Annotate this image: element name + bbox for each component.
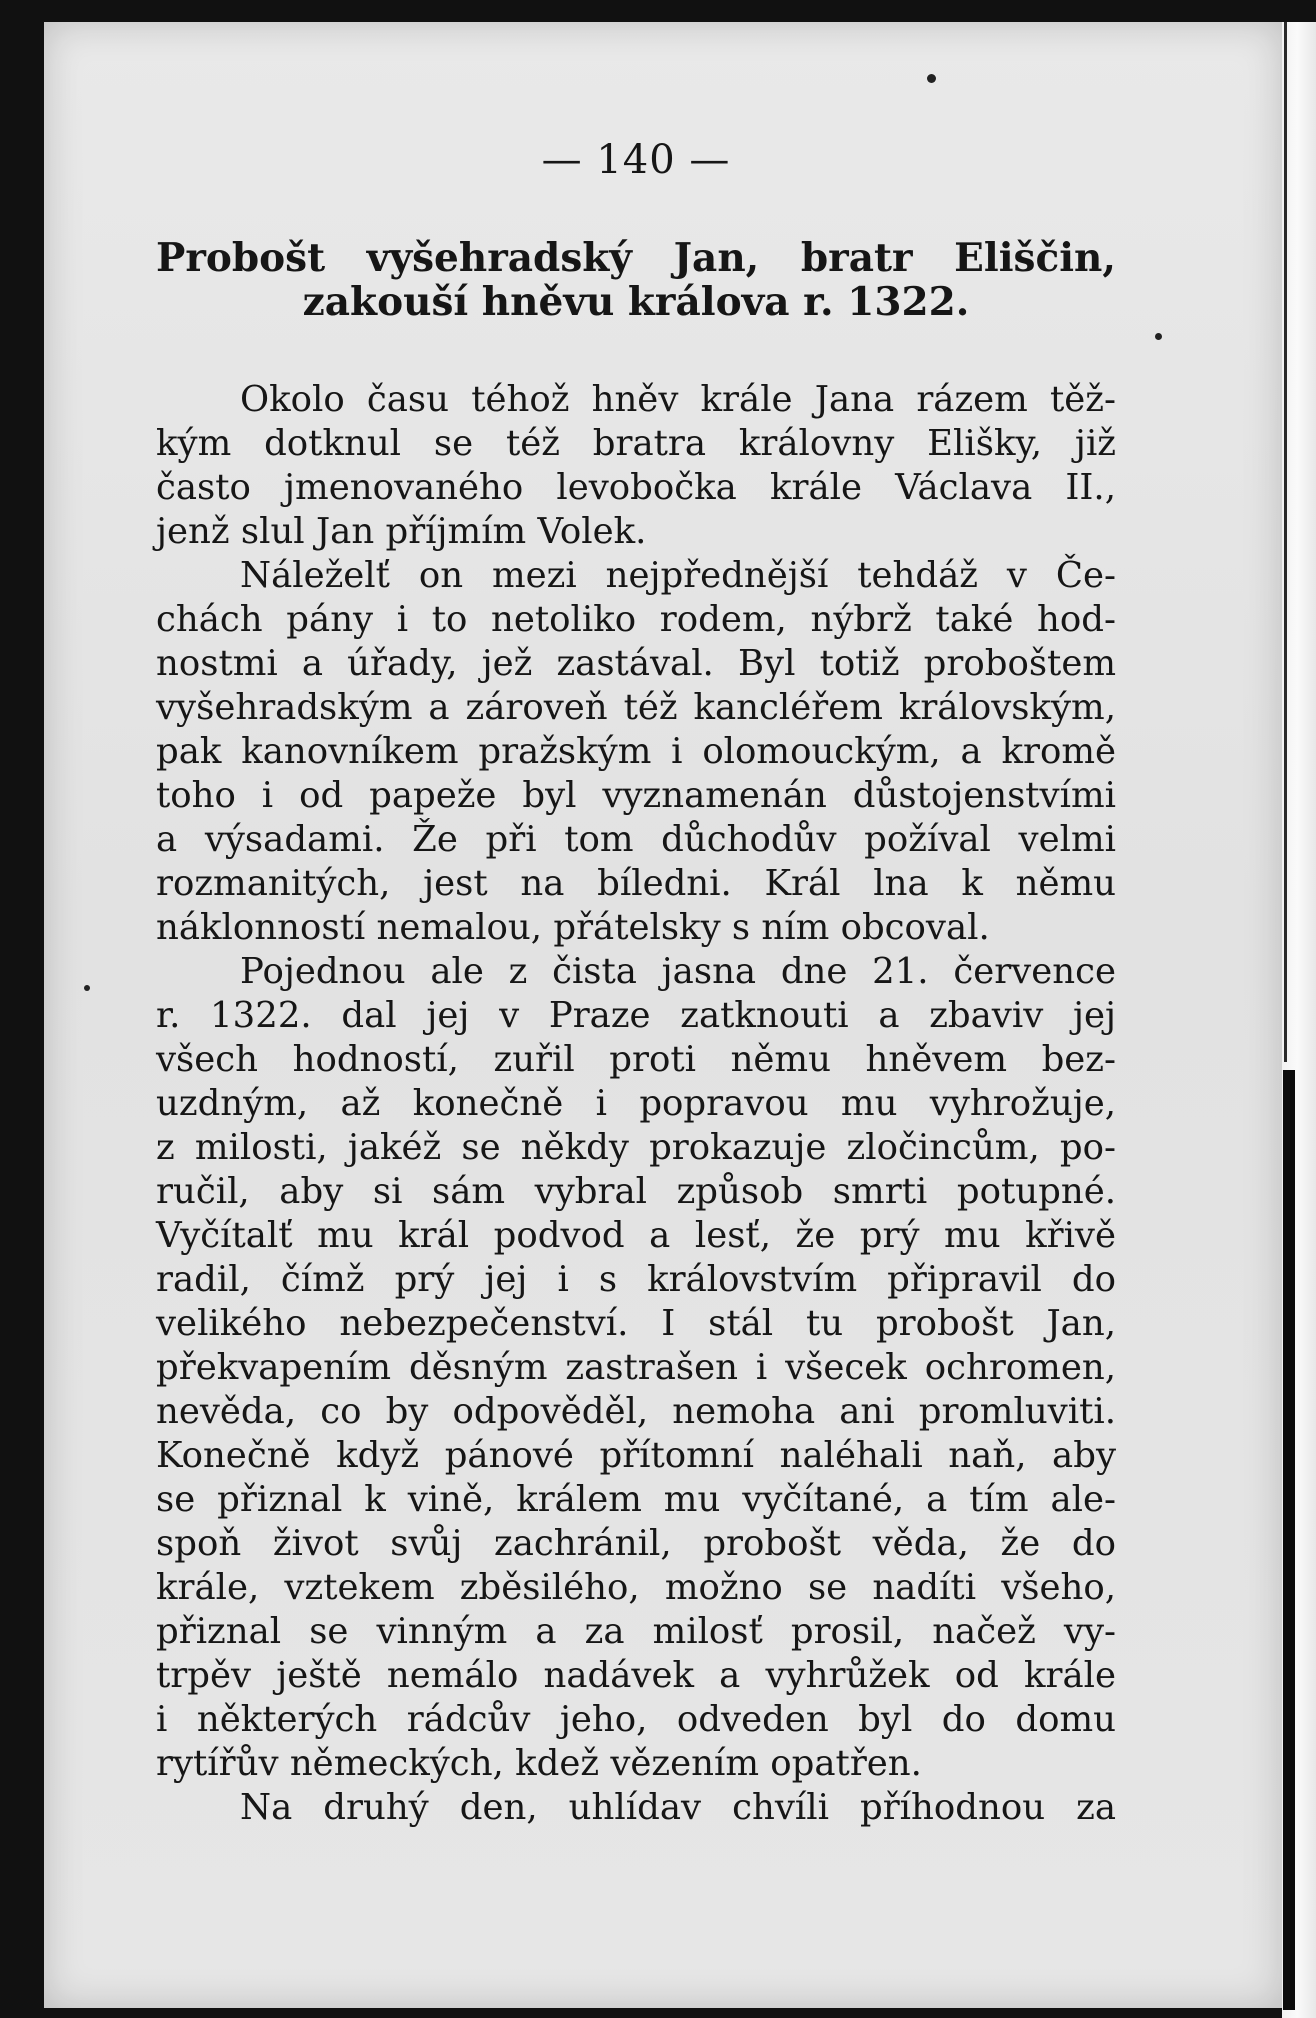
text-line: uzdným, až konečně i popravou mu vyhrožuje, (156, 1083, 1116, 1124)
text-line: jenž slul Jan příjmím Volek. (156, 511, 647, 552)
text-line: náklonností nemalou, přátelsky s ním obcoval. (156, 907, 990, 948)
text-line: Vyčítalť mu král podvod a lesť, že prý mu křivě (156, 1215, 1116, 1256)
chapter-title (156, 236, 1116, 324)
text-line: Konečně když pánové přítomní naléhali naň, aby (156, 1435, 1116, 1476)
text-line: chách pány i to netoliko rodem, nýbrž také hod- (156, 599, 1116, 640)
text-line: se přiznal k vině, králem mu vyčítané, a tím ale- (156, 1479, 1116, 1520)
text-line: r. 1322. dal jej v Praze zatknouti a zbaviv jej (156, 995, 1116, 1036)
text-line: pak kanovníkem pražským i olomouckým, a kromě (156, 731, 1116, 772)
body-text (156, 378, 1116, 1830)
text-line: často jmenovaného levobočka krále Václava II., (156, 467, 1116, 508)
text-line: Pojednou ale z čista jasna dne 21. července (240, 951, 1116, 992)
text-line: rytířův německých, kdež vězením opatřen. (156, 1743, 922, 1784)
text-line: ručil, aby si sám vybral způsob smrti potupné. (156, 1171, 1116, 1212)
speck (84, 985, 90, 991)
text-line: Okolo času téhož hněv krále Jana rázem těž- (240, 379, 1116, 420)
text-line: Náleželť on mezi nejpřednější tehdáž v Če- (240, 555, 1116, 596)
page-number: — 140 — (541, 137, 731, 183)
speck (927, 74, 936, 83)
text-line: přiznal se vinným a za milosť prosil, načež vy- (156, 1611, 1116, 1652)
text-line: nevěda, co by odpověděl, nemoha ani promluviti. (156, 1391, 1116, 1432)
text-line: Na druhý den, uhlídav chvíli příhodnou za (240, 1787, 1116, 1828)
text-line: vyšehradským a zároveň též kancléřem královským, (156, 687, 1116, 728)
binding-shadow (1284, 22, 1287, 1062)
text-line: toho i od papeže byl vyznamenán důstojenstvími (156, 775, 1116, 816)
text-line: a výsadami. Že při tom důchodův požíval velmi (156, 819, 1116, 860)
text-line: velikého nebezpečenství. I stál tu probošt Jan, (156, 1303, 1116, 1344)
text-line: z milosti, jakéž se někdy prokazuje zločincům, po- (156, 1127, 1116, 1168)
binding-shadow-lower (1283, 1070, 1295, 2010)
text-line: nostmi a úřady, jež zastával. Byl totiž proboštem (156, 643, 1116, 684)
text-line: trpěv ještě nemálo nadávek a vyhrůžek od krále (156, 1655, 1116, 1696)
text-line: krále, vztekem zběsilého, možno se nadíti všeho, (156, 1567, 1116, 1608)
text-line: všech hodností, zuřil proti němu hněvem bez- (156, 1039, 1116, 1080)
text-line: i některých rádcův jeho, odveden byl do domu (156, 1699, 1116, 1740)
text-line: překvapením děsným zastrašen i všecek ochromen, (156, 1347, 1116, 1388)
chapter-title-line: Probošt vyšehradský Jan, bratr Eliščin, (156, 235, 1116, 281)
page-content (156, 137, 1116, 1830)
text-line: rozmanitých, jest na bíledni. Král lna k němu (156, 863, 1116, 904)
text-line: kým dotknul se též bratra královny Elišky, již (156, 423, 1116, 464)
chapter-title-line: zakouší hněvu králova r. 1322. (302, 279, 970, 325)
text-line: spoň život svůj zachránil, probošt věda, že do (156, 1523, 1116, 1564)
text-line: radil, čímž prý jej i s královstvím připravil do (156, 1259, 1116, 1300)
speck (1155, 333, 1162, 340)
